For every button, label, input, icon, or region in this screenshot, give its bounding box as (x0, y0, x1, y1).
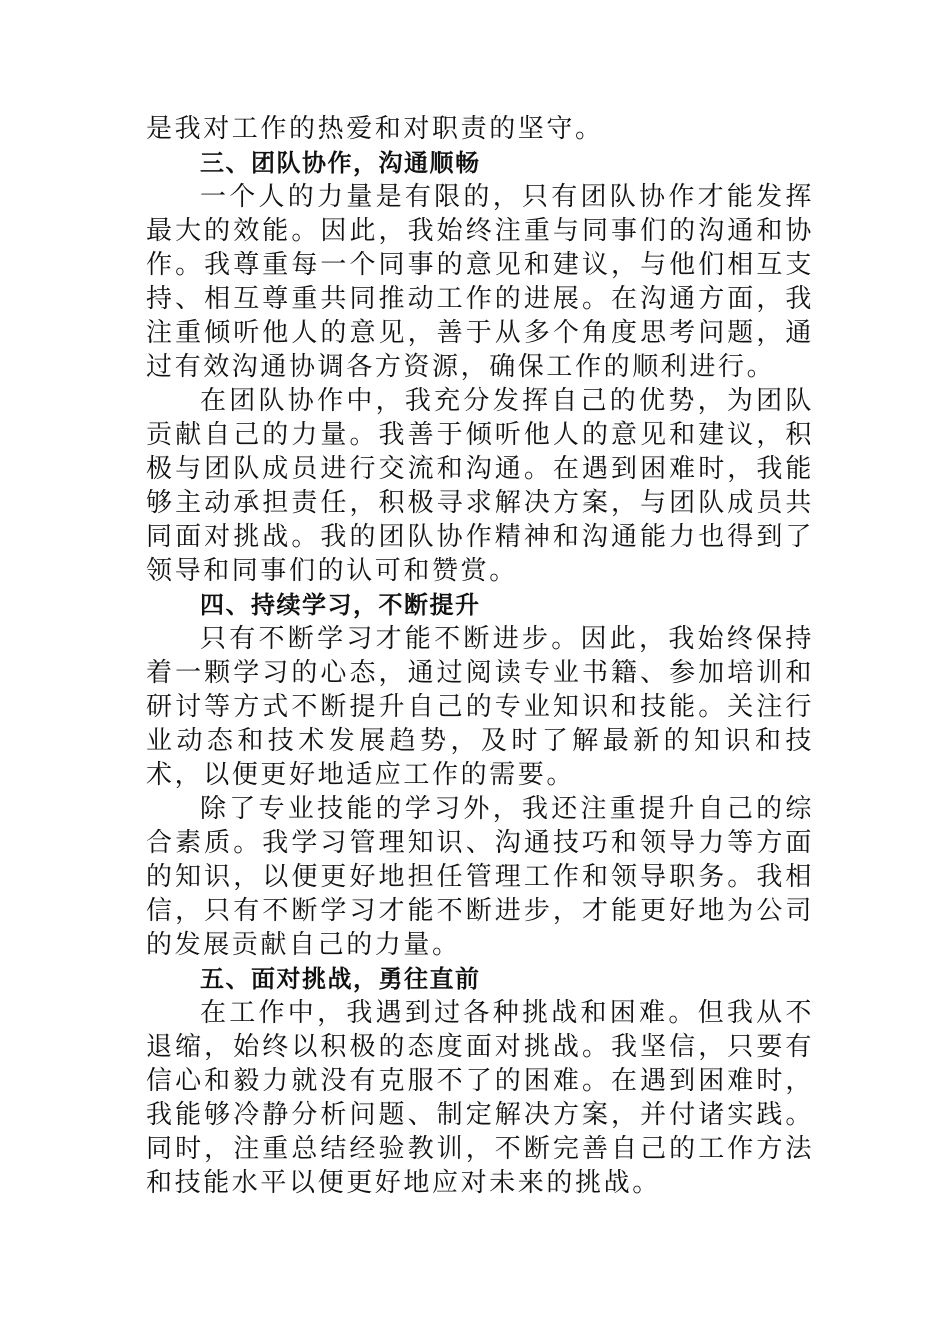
paragraph: 在工作中，我遇到过各种挑战和困难。但我从不退缩，始终以积极的态度面对挑战。我坚信，只要有信心和毅力就没有克服不了的困难。在遇到困难时，我能够冷静分析问题、制定解决方案，并付诸实践。同时，注重总结经验教训，不断完善自己的工作方法和技能水平以便更好地应对未来的挑战。 (146, 998, 814, 1198)
paragraph-continuation: 是我对工作的热爱和对职责的坚守。 (146, 114, 604, 144)
section-heading-teamwork: 三、团队协作，沟通顺畅 (200, 149, 481, 177)
paragraph: 一个人的力量是有限的，只有团队协作才能发挥最大的效能。因此，我始终注重与同事们的沟通和协作。我尊重每一个同事的意见和建议，与他们相互支持、相互尊重共同推动工作的进展。在沟通方面，我注重倾听他人的意见，善于从多个角度思考问题，通过有效沟通协调各方资源，确保工作的顺利进行。 (146, 182, 814, 382)
paragraph: 除了专业技能的学习外，我还注重提升自己的综合素质。我学习管理知识、沟通技巧和领导力等方面的知识，以便更好地担任管理工作和领导职务。我相信，只有不断学习才能不断进步，才能更好地为公司的发展贡献自己的力量。 (146, 794, 814, 960)
section-heading-challenges: 五、面对挑战，勇往直前 (200, 965, 481, 993)
paragraph: 只有不断学习才能不断进步。因此，我始终保持着一颗学习的心态，通过阅读专业书籍、参加培训和研讨等方式不断提升自己的专业知识和技能。关注行业动态和技术发展趋势，及时了解最新的知识和技术，以便更好地适应工作的需要。 (146, 624, 814, 790)
paragraph: 在团队协作中，我充分发挥自己的优势，为团队贡献自己的力量。我善于倾听他人的意见和建议，积极与团队成员进行交流和沟通。在遇到困难时，我能够主动承担责任，积极寻求解决方案，与团队成员共同面对挑战。我的团队协作精神和沟通能力也得到了领导和同事们的认可和赞赏。 (146, 386, 814, 586)
section-heading-learning: 四、持续学习，不断提升 (200, 591, 481, 619)
document-body (146, 112, 814, 1200)
